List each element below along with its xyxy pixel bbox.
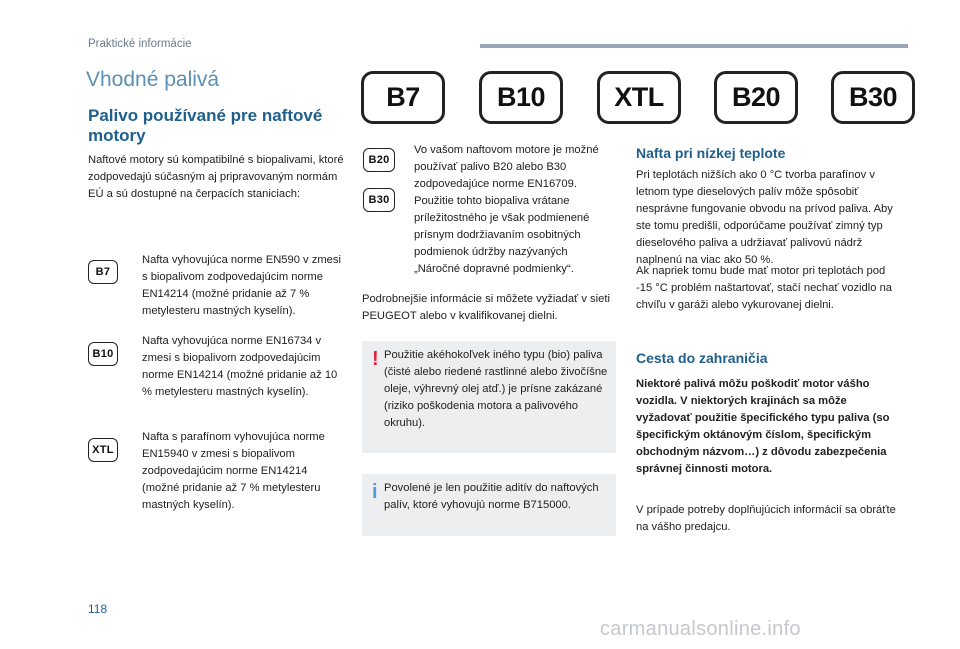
warning-box xyxy=(362,341,616,453)
fuel-badge-b30: B30 xyxy=(363,188,395,212)
cold-weather-heading: Nafta pri nízkej teplote xyxy=(636,145,786,161)
fuel-badge-b20: B20 xyxy=(363,148,395,172)
info-box xyxy=(362,474,616,536)
info-icon: i xyxy=(372,481,378,503)
warning-text: Použitie akéhokoľvek iného typu (bio) paliva (čisté alebo riedené rastlinné alebo živočíšne oleje, výhrevný olej atď.) je prísne zakázané (riziko poškodenia motora a palivového okruhu). xyxy=(384,349,608,429)
page-title: Vhodné palivá xyxy=(86,68,220,91)
fuel-b7-description: Nafta vyhovujúca norme EN590 v zmesi s biopalivom zodpovedajúcim norme EN14214 (možné pridanie až 7 % metylesteru mastných kyselín). xyxy=(142,254,341,317)
fuel-badge-large-b7: B7 xyxy=(361,71,445,124)
page-number: 118 xyxy=(88,602,108,616)
travel-abroad-heading: Cesta do zahraničia xyxy=(636,350,768,366)
fuel-badge-large-b20: B20 xyxy=(714,71,798,124)
fuel-badge-large-xtl: XTL xyxy=(597,71,681,124)
fuel-badge-xtl: XTL xyxy=(88,438,118,462)
watermark: carmanualsonline.info xyxy=(600,618,801,640)
cold-weather-paragraph-2: Ak napriek tomu bude mať motor pri teplotách pod -15 °C problém naštartovať, stačí nechať vozidlo na chvíľu v garáži alebo vykurovanej dielni. xyxy=(636,265,893,311)
cold-weather-paragraph-1: Pri teplotách nižších ako 0 °C tvorba parafínov v letnom type dieselových palív môže spôsobiť nesprávne fungovanie obvodu na prívod paliva. Aby ste tomu predišli, odporúčame používať zimný typ dieselového paliva a udržiavať palivovú nádrž naplnenú na viac ako 50 %. xyxy=(636,169,893,266)
info-text: Povolené je len použitie aditív do naftových palív, ktoré vyhovujú norme B715000. xyxy=(384,482,599,511)
fuel-badge-large-b30: B30 xyxy=(831,71,915,124)
fuel-badge-b7: B7 xyxy=(88,260,118,284)
more-info-text: Podrobnejšie informácie si môžete vyžiadať v sieti PEUGEOT alebo v kvalifikovanej dielni. xyxy=(362,293,610,322)
fuel-xtl-description: Nafta s parafínom vyhovujúca norme EN15940 v zmesi s biopalivom zodpovedajúcim norme EN14214 (možné pridanie až 7 % metylesteru mastných kyselín). xyxy=(142,431,325,511)
warning-icon: ! xyxy=(372,348,379,370)
diesel-fuel-heading: Palivo používané pre naftové motory xyxy=(88,106,323,145)
travel-abroad-text: V prípade potreby doplňujúcich informácií sa obráťte na vášho predajcu. xyxy=(636,504,896,533)
fuel-b10-description: Nafta vyhovujúca norme EN16734 v zmesi s biopalivom zodpovedajúcim norme EN14214 (možné pridanie až 10 % metylesteru mastných kyselín). xyxy=(142,335,338,398)
fuel-badge-b10: B10 xyxy=(88,342,118,366)
fuel-badge-large-b10: B10 xyxy=(479,71,563,124)
section-label: Praktické informácie xyxy=(88,38,192,50)
travel-abroad-warning: Niektoré palivá môžu poškodiť motor vášho vozidla. V niektorých krajinách sa môže vyžadovať použitie špecifického typu paliva (so špecifickým oktánovým číslom, špecifickým obchodným názvom…) z dôvodu zabezpečenia správnej činnosti motora. xyxy=(636,378,890,475)
diesel-intro-text: Naftové motory sú kompatibilné s biopalivami, ktoré zodpovedajú súčasným aj pripravovaným normám EÚ a sú dostupné na čerpacích staniciach: xyxy=(88,154,344,200)
b20-b30-description: Vo vašom naftovom motore je možné používať palivo B20 alebo B30 zodpovedajúce norme EN16709. Použitie tohto biopaliva vrátane príležitostného je však podmienené prísnym dodržiavaním osobitných podmienok údržby nazývaných „Náročné dopravné podmienky“. xyxy=(414,144,599,275)
header-rule xyxy=(480,44,908,48)
